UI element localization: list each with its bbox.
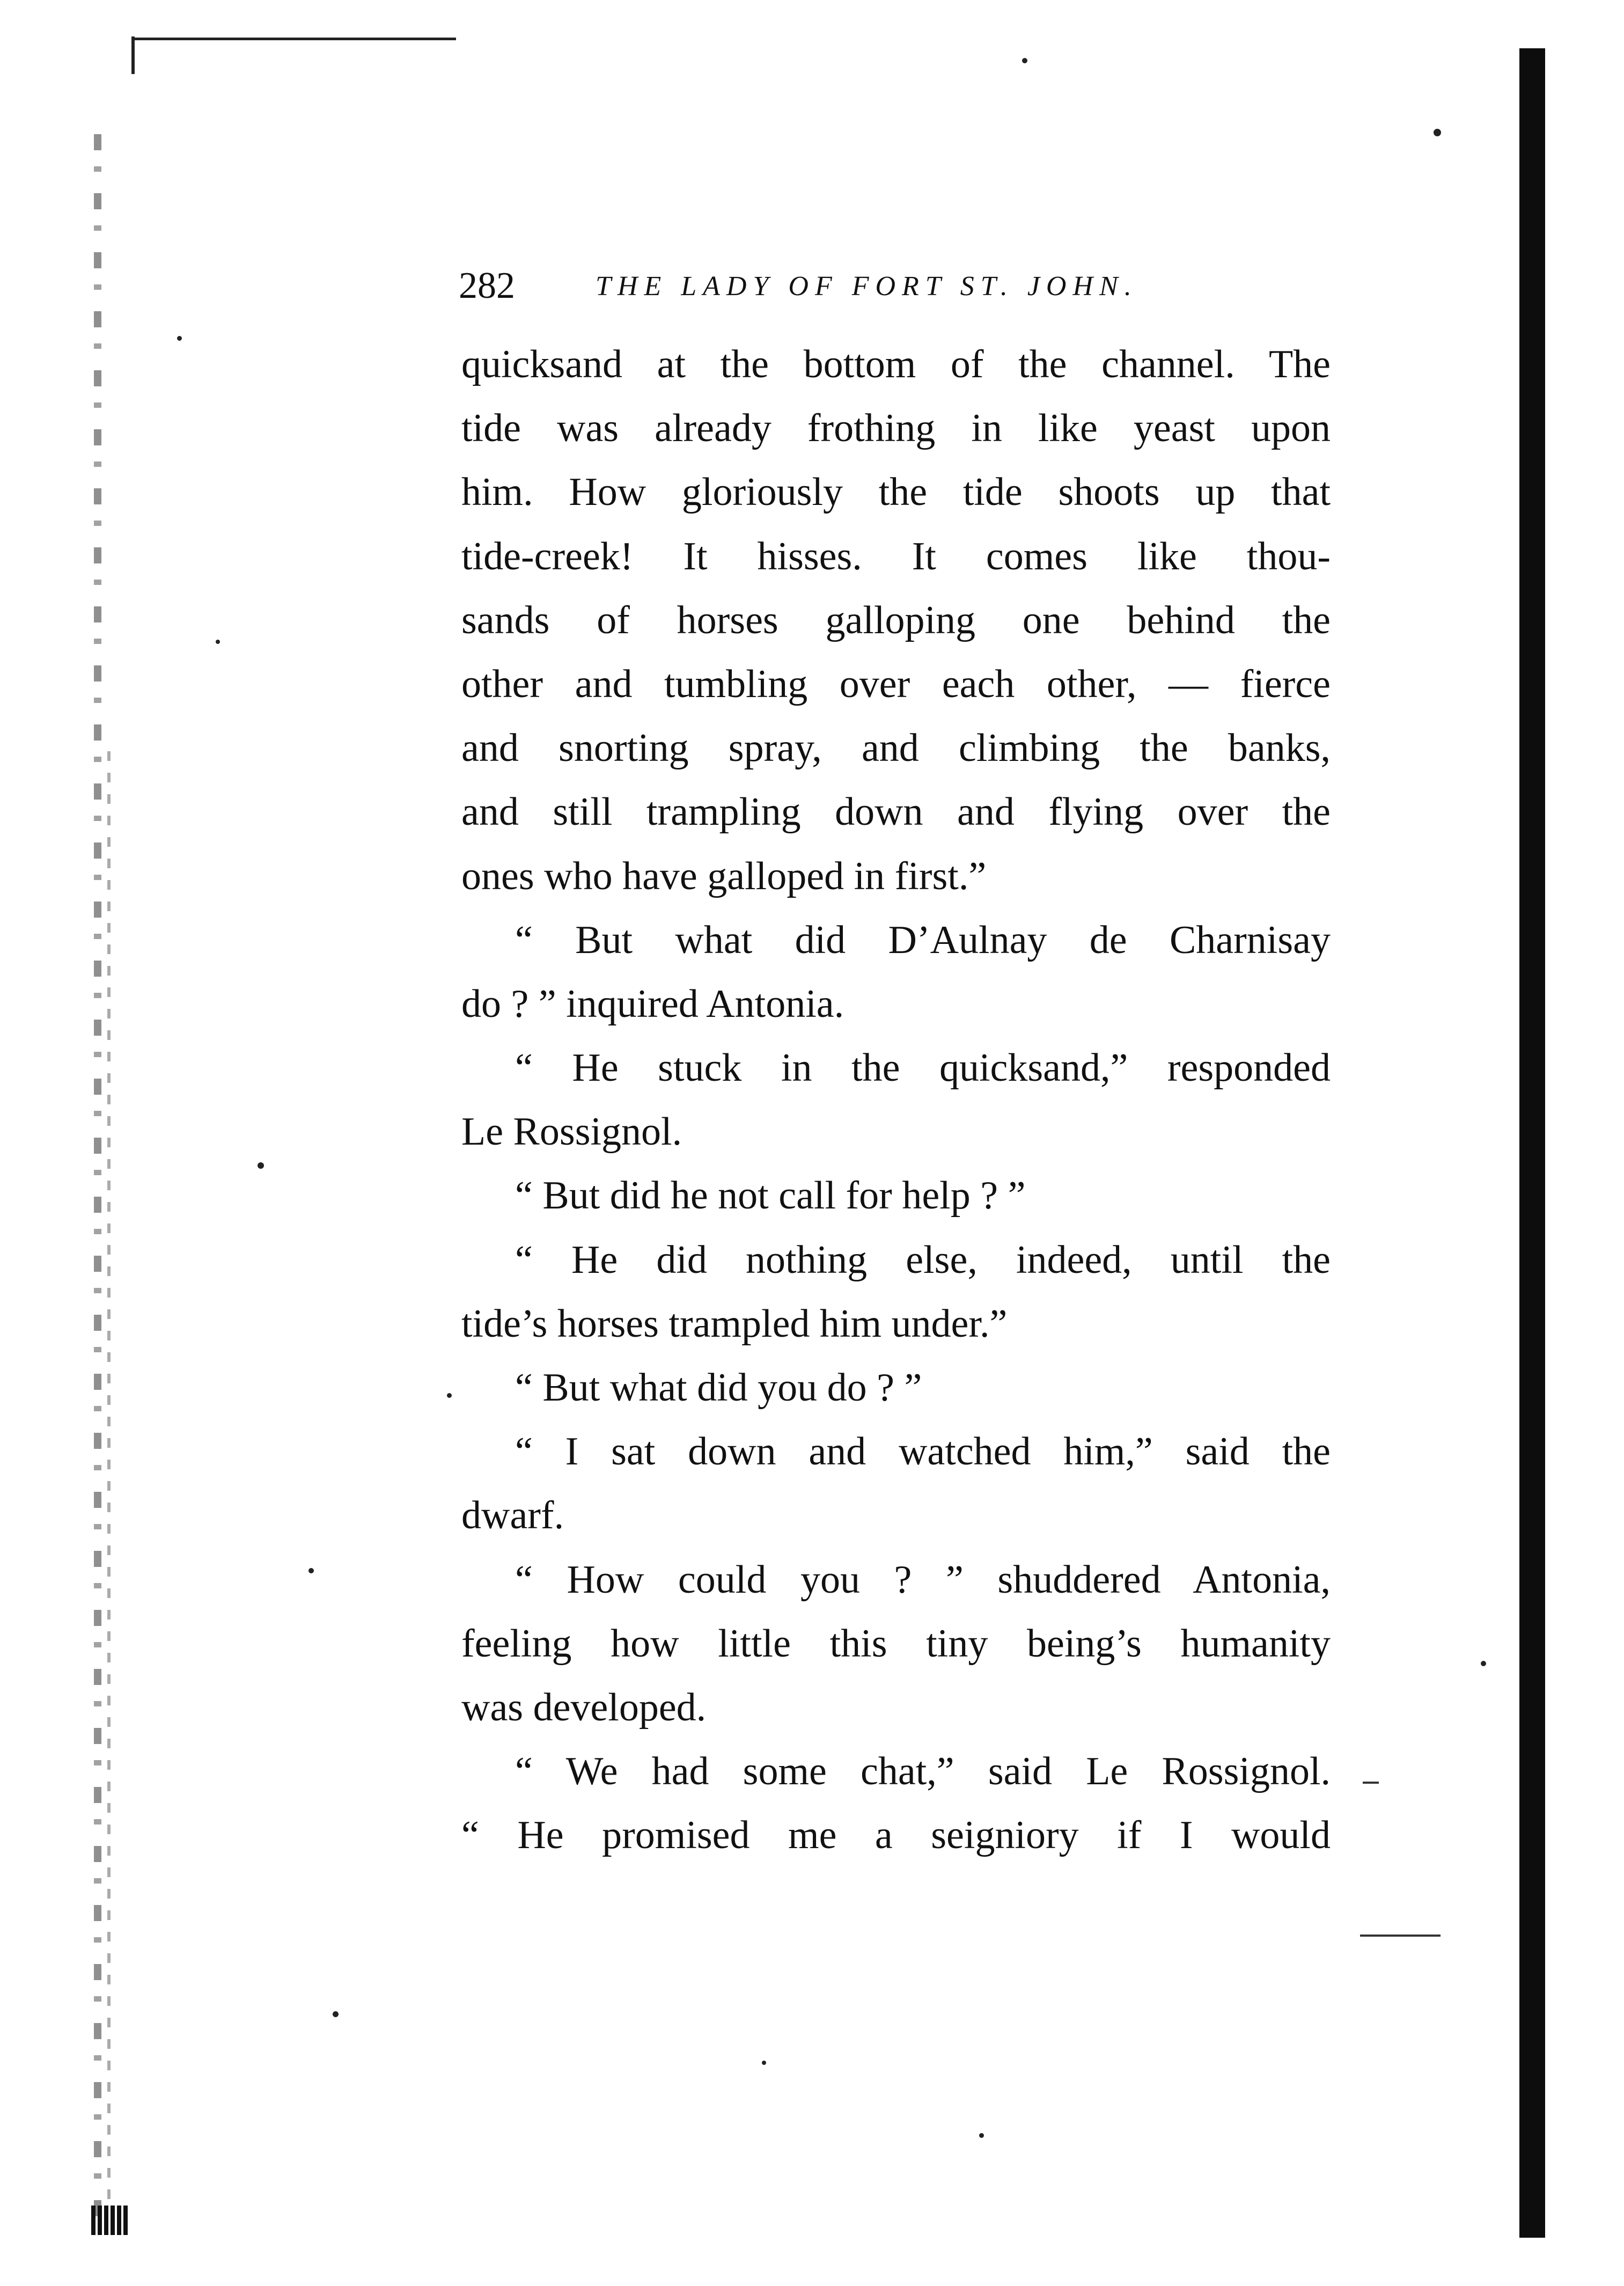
text-line: ones who have galloped in first.” — [461, 854, 987, 898]
right-margin-dash — [1363, 1782, 1379, 1784]
text-line: “ He did nothing else, indeed, until the — [515, 1237, 1331, 1282]
scan-speck — [333, 2011, 339, 2017]
page-number: 282 — [459, 265, 515, 306]
text-line: “ He stuck in the quicksand,” responded — [515, 1046, 1331, 1090]
body-text — [461, 333, 1331, 1868]
top-left-corner-mark — [131, 36, 135, 74]
text-line: him. How gloriously the tide shoots up that — [461, 470, 1331, 515]
text-line: other and tumbling over each other, — fierce — [461, 662, 1331, 706]
scan-speck — [447, 1393, 452, 1398]
text-line: “ I sat down and watched him,” said the — [515, 1430, 1331, 1474]
text-line: tide’s horses trampled him under.” — [461, 1301, 1008, 1346]
running-head — [459, 262, 1344, 310]
bottom-left-binding-mark — [91, 2206, 129, 2235]
scan-speck — [762, 2061, 766, 2065]
text-line: and still trampling down and flying over the — [461, 790, 1331, 834]
text-line: “ We had some chat,” said Le Rossignol. — [515, 1749, 1331, 1794]
scan-speck — [1022, 58, 1027, 63]
text-line: quicksand at the bottom of the channel. The — [461, 342, 1331, 386]
right-page-edge-bar — [1519, 48, 1545, 2238]
left-binding-edge — [94, 134, 101, 2227]
scan-speck — [1481, 1661, 1486, 1666]
text-line: tide-creek! It hisses. It comes like thou- — [461, 534, 1331, 578]
text-line: “ He promised me a seigniory if I would — [461, 1813, 1331, 1858]
text-line: feeling how little this tiny being’s humanity — [461, 1621, 1331, 1666]
top-edge-rule — [134, 38, 456, 40]
right-margin-dash — [1360, 1935, 1441, 1937]
text-line: “ But what did you do ? ” — [515, 1366, 922, 1410]
text-line: dwarf. — [461, 1493, 564, 1538]
scan-speck — [216, 640, 220, 644]
text-line: Le Rossignol. — [461, 1110, 682, 1154]
text-line: “ But what did D’Aulnay de Charnisay — [515, 918, 1331, 962]
scan-speck — [1434, 129, 1441, 136]
running-title: THE LADY OF FORT ST. JOHN. — [596, 271, 1138, 302]
text-line: was developed. — [461, 1685, 707, 1730]
text-line: sands of horses galloping one behind the — [461, 598, 1331, 642]
text-line: “ How could you ? ” shuddered Antonia, — [515, 1557, 1331, 1602]
scan-speck — [308, 1568, 314, 1573]
scan-speck — [177, 336, 182, 341]
text-line: and snorting spray, and climbing the banks, — [461, 726, 1331, 771]
text-line: “ But did he not call for help ? ” — [515, 1174, 1026, 1218]
scan-speck — [979, 2133, 984, 2138]
text-line: do ? ” inquired Antonia. — [461, 981, 844, 1026]
text-line: tide was already frothing in like yeast upon — [461, 406, 1331, 451]
scan-speck — [258, 1162, 264, 1169]
left-binding-edge-inner — [107, 751, 111, 2200]
